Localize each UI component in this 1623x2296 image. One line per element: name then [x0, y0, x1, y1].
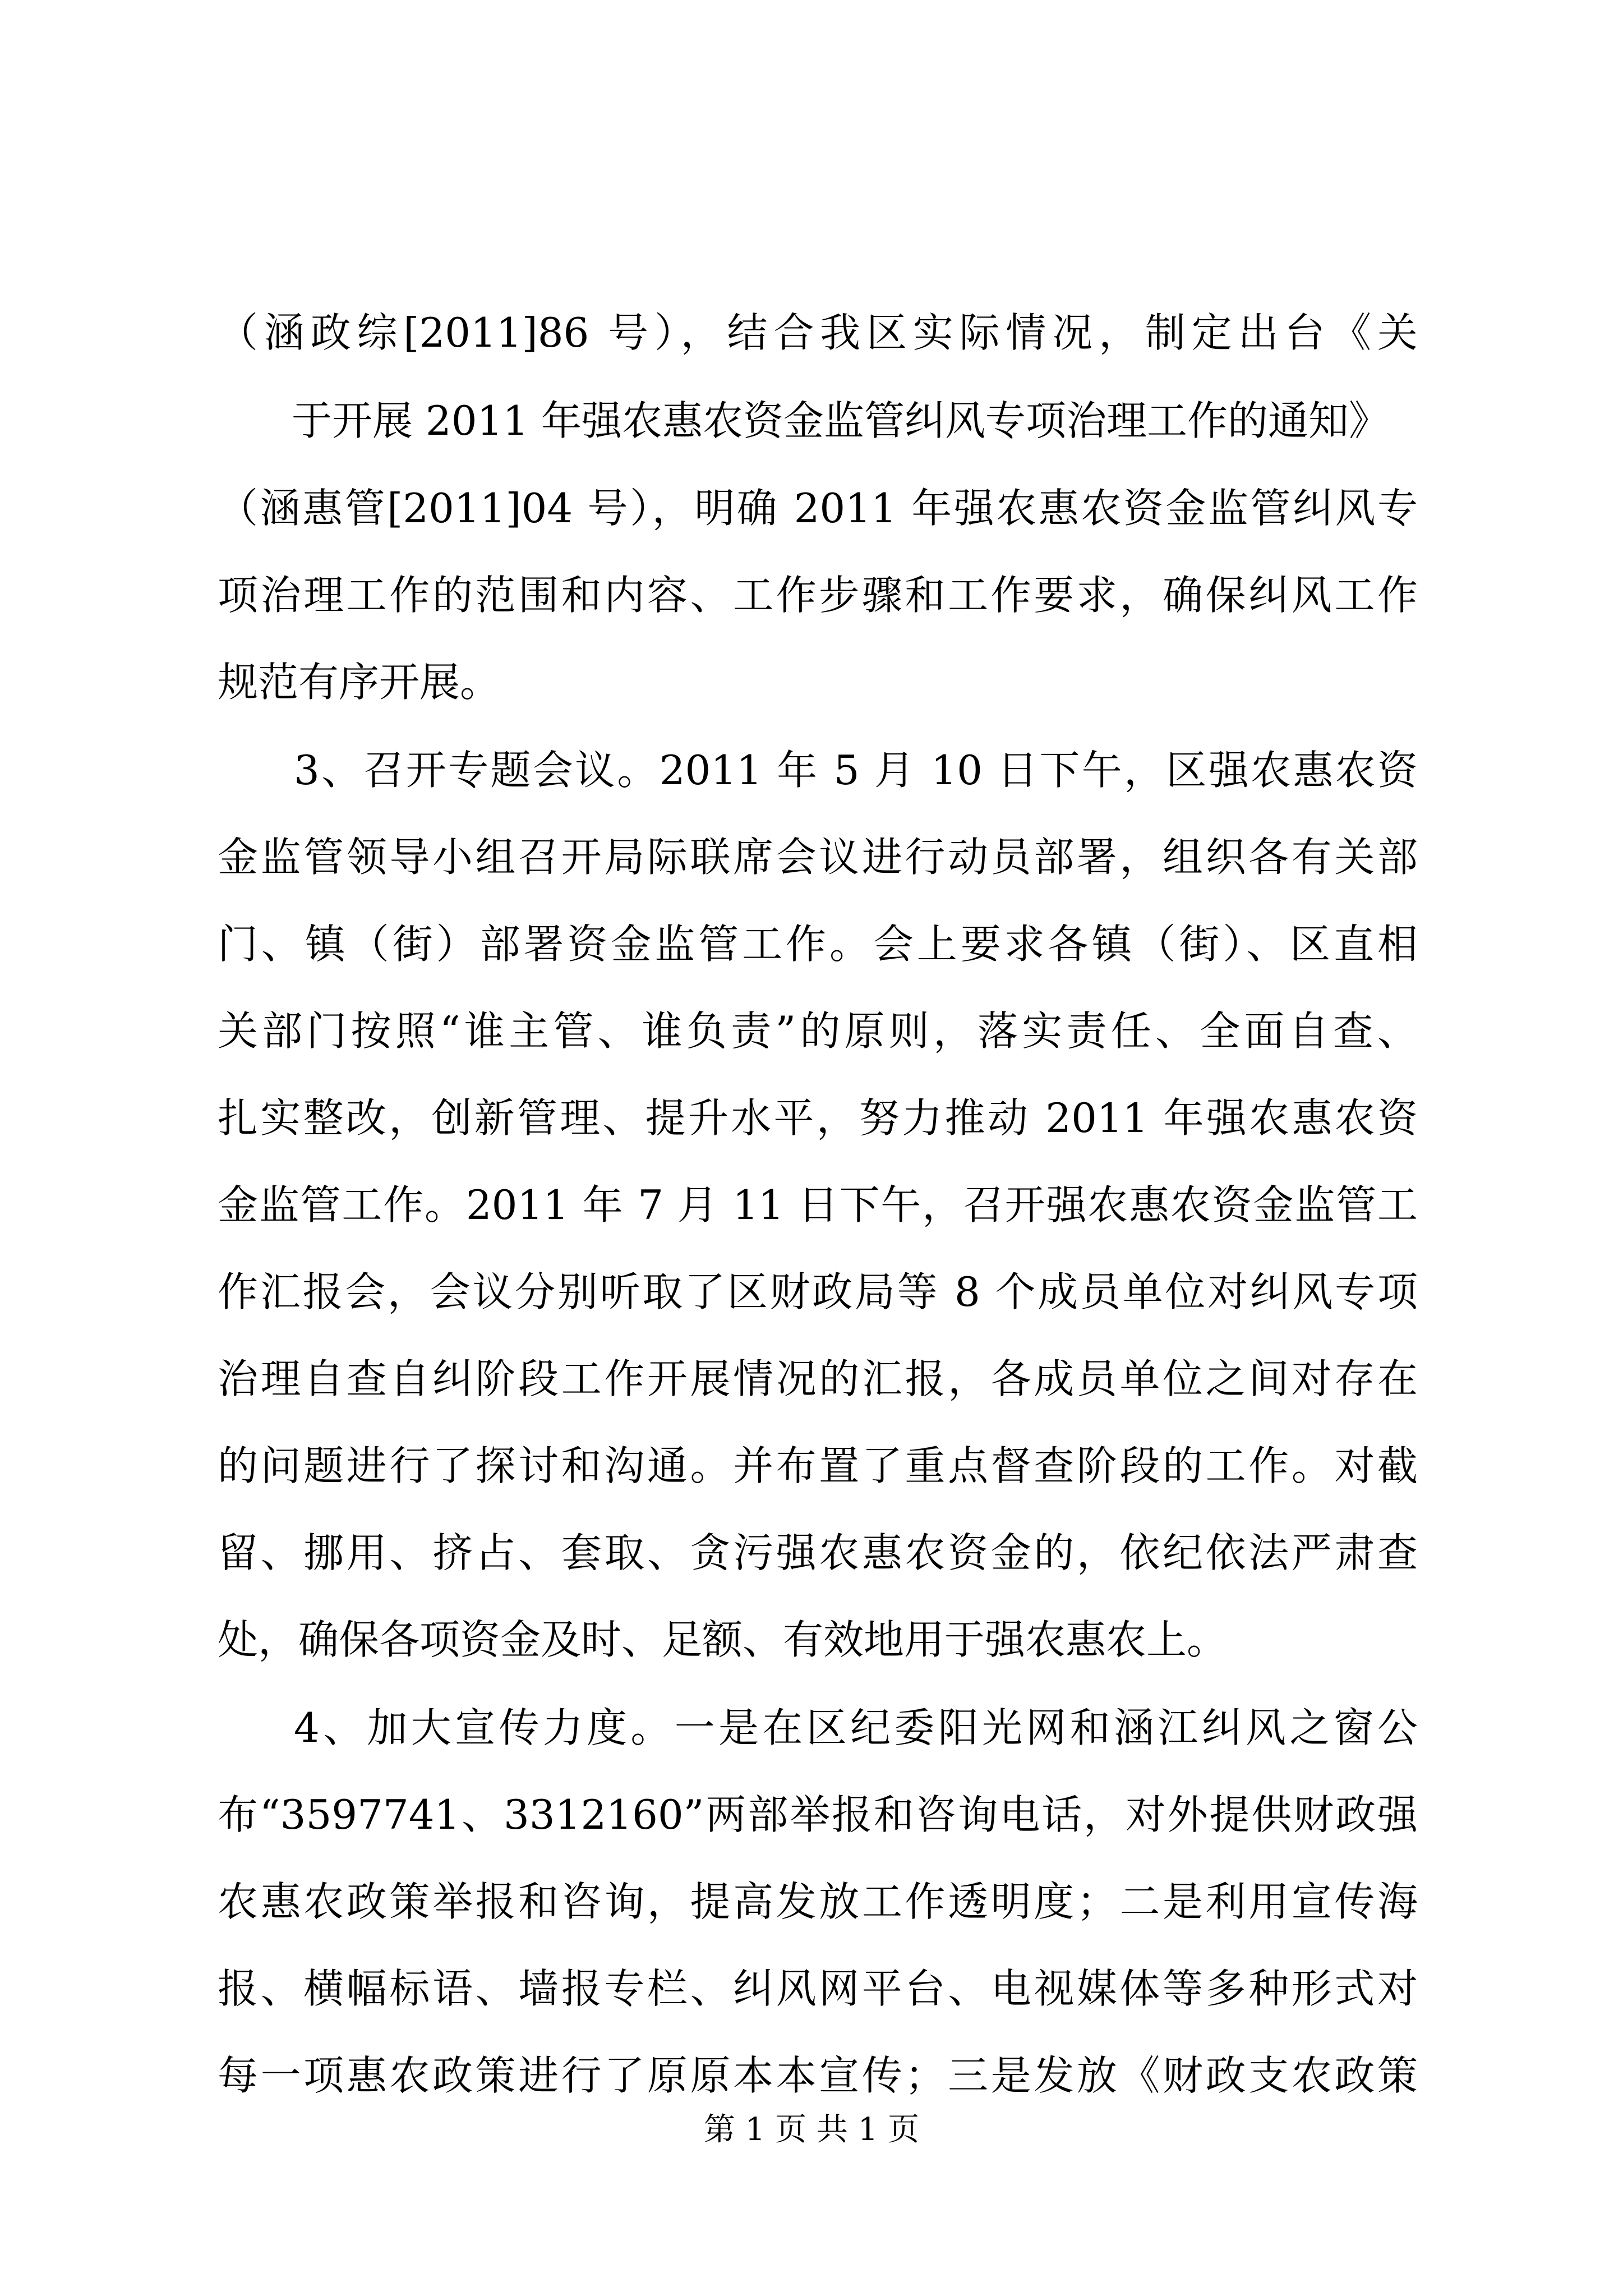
- text-line-10: 扎实整改，创新管理、提升水平，努力推动 2011 年强农惠农资: [218, 1094, 1418, 1142]
- text-line-11: 金监管工作。2011 年 7 月 11 日下午，召开强农惠农资金监管工: [218, 1181, 1418, 1228]
- text-line-21: 每一项惠农政策进行了原原本本宣传；三是发放《财政支农政策: [218, 2052, 1418, 2099]
- text-line-16: 处，确保各项资金及时、足额、有效地用于强农惠农上。: [218, 1616, 1228, 1663]
- text-line-2: 于开展 2011 年强农惠农资金监管纠风专项治理工作的通知》: [292, 397, 1390, 444]
- text-line-8: 门、镇（街）部署资金监管工作。会上要求各镇（街）、区直相: [218, 921, 1418, 968]
- page-footer: 第 1 页 共 1 页: [703, 2111, 920, 2148]
- text-line-20: 报、横幅标语、墙报专栏、纠风网平台、电视媒体等多种形式对: [218, 1965, 1418, 2012]
- text-line-4: 项治理工作的范围和内容、工作步骤和工作要求，确保纠风工作: [218, 572, 1418, 619]
- text-line-15: 留、挪用、挤占、套取、贪污强农惠农资金的，依纪依法严肃查: [218, 1529, 1418, 1576]
- text-line-19: 农惠农政策举报和咨询，提高发放工作透明度；二是利用宣传海: [218, 1878, 1418, 1925]
- text-line-13: 治理自查自纠阶段工作开展情况的汇报，各成员单位之间对存在: [218, 1355, 1418, 1402]
- text-line-3: （涵惠管[2011]04 号），明确 2011 年强农惠农资金监管纠风专: [218, 485, 1418, 532]
- text-line-14: 的问题进行了探讨和沟通。并布置了重点督查阶段的工作。对截: [218, 1442, 1418, 1489]
- text-line-6: 3、召开专题会议。2011 年 5 月 10 日下午，区强农惠农资: [294, 747, 1418, 794]
- text-line-5: 规范有序开展。: [218, 659, 501, 706]
- text-line-9: 关部门按照“谁主管、谁负责”的原则，落实责任、全面自查、: [218, 1007, 1418, 1055]
- text-line-17: 4、加大宣传力度。一是在区纪委阳光网和涵江纠风之窗公: [294, 1704, 1418, 1751]
- text-line-7: 金监管领导小组召开局际联席会议进行动员部署，组织各有关部: [218, 834, 1418, 881]
- text-line-18: 布“3597741、3312160”两部举报和咨询电话，对外提供财政强: [218, 1791, 1418, 1838]
- text-line-12: 作汇报会，会议分别听取了区财政局等 8 个成员单位对纠风专项: [218, 1268, 1418, 1315]
- text-line-1: （涵政综[2011]86 号），结合我区实际情况，制定出台《关: [218, 309, 1418, 356]
